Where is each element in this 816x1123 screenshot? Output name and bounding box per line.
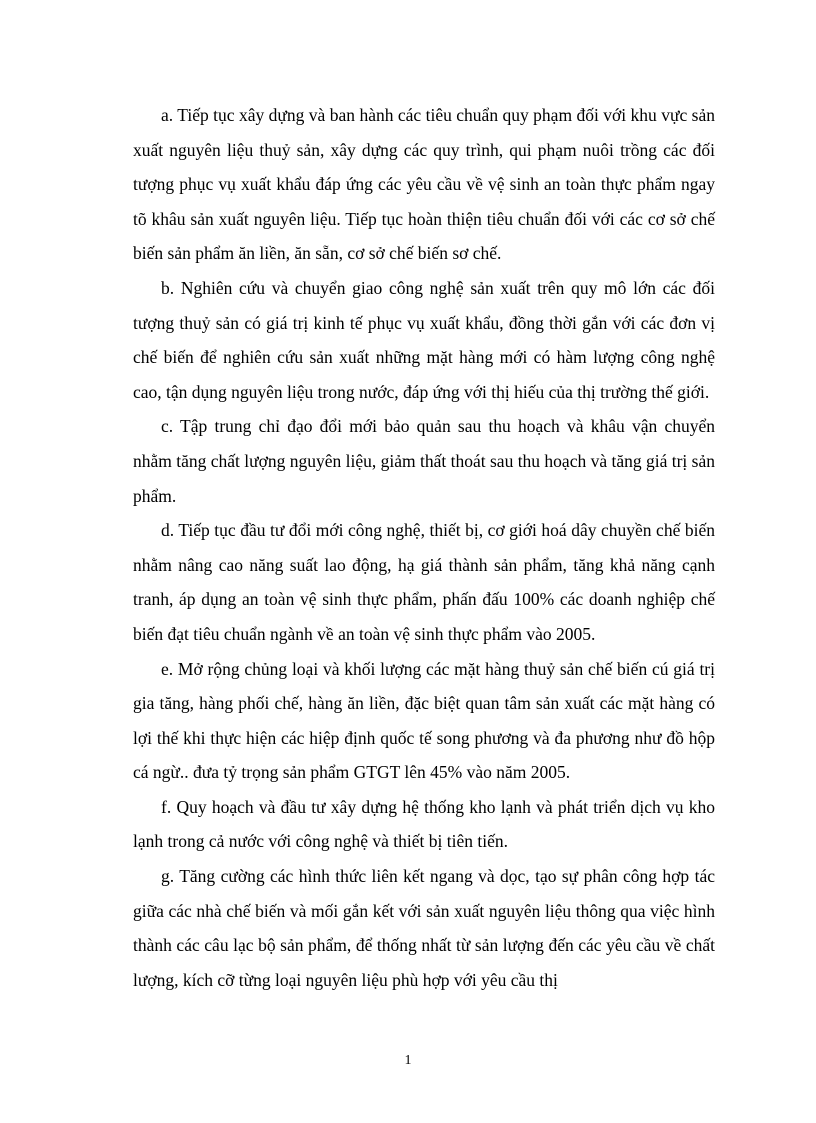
paragraph-g: g. Tăng cường các hình thức liên kết ngang và dọc, tạo sự phân công hợp tác giữa các nhà chế biến và mối gắn kết với sản xuất nguyên liệu thông qua việc hình thành các câu lạc bộ sản phẩm, để thống nhất từ sản lượng đến các yêu cầu về chất lượng, kích cỡ từng loại nguyên liệu phù hợp với yêu cầu thị [133,866,715,990]
body-text [133,98,715,997]
paragraph-c: c. Tập trung chỉ đạo đổi mới bảo quản sau thu hoạch và khâu vận chuyển nhằm tăng chất lượng nguyên liệu, giảm thất thoát sau thu hoạch và tăng giá trị sản phẩm. [133,416,715,506]
paragraph-a: a. Tiếp tục xây dựng và ban hành các tiêu chuẩn quy phạm đối với khu vực sản xuất nguyên liệu thuỷ sản, xây dựng các quy trình, qui phạm nuôi trồng các đối tượng phục vụ xuất khẩu đáp ứng các yêu cầu về vệ sinh an toàn thực phẩm ngay tõ khâu sản xuất nguyên liệu. Tiếp tục hoàn thiện tiêu chuẩn đối với các cơ sở chế biến sản phẩm ăn liền, ăn sẵn, cơ sở chế biến sơ chế. [133,105,715,264]
paragraph-d: d. Tiếp tục đầu tư đổi mới công nghệ, thiết bị, cơ giới hoá dây chuyền chế biến nhằm nâng cao năng suất lao động, hạ giá thành sản phẩm, tăng khả năng cạnh tranh, áp dụng an toàn vệ sinh thực phẩm, phấn đấu 100% các doanh nghiệp chế biến đạt tiêu chuẩn ngành về an toàn vệ sinh thực phẩm vào 2005. [133,520,715,644]
page-number: 1 [404,1053,412,1068]
paragraph-e: e. Mở rộng chủng loại và khối lượng các mặt hàng thuỷ sản chế biến cú giá trị gia tăng, hàng phối chế, hàng ăn liền, đặc biệt quan tâm sản xuất các mặt hàng có lợi thế khi thực hiện các hiệp định quốc tế song phương và đa phương như đồ hộp cá ngừ.. đưa tỷ trọng sản phẩm GTGT lên 45% vào năm 2005. [133,658,715,783]
paragraph-b: b. Nghiên cứu và chuyển giao công nghệ sản xuất trên quy mô lớn các đối tượng thuỷ sản có giá trị kinh tế phục vụ xuất khẩu, đồng thời gắn với các đơn vị chế biến để nghiên cứu sản xuất những mặt hàng mới có hàm lượng công nghệ cao, tận dụng nguyên liệu trong nước, đáp ứng với thị hiếu của thị trường thế giới. [133,277,715,402]
paragraph-f: f. Quy hoạch và đầu tư xây dựng hệ thống kho lạnh và phát triển dịch vụ kho lạnh trong cả nước với công nghệ và thiết bị tiên tiến. [133,796,715,852]
